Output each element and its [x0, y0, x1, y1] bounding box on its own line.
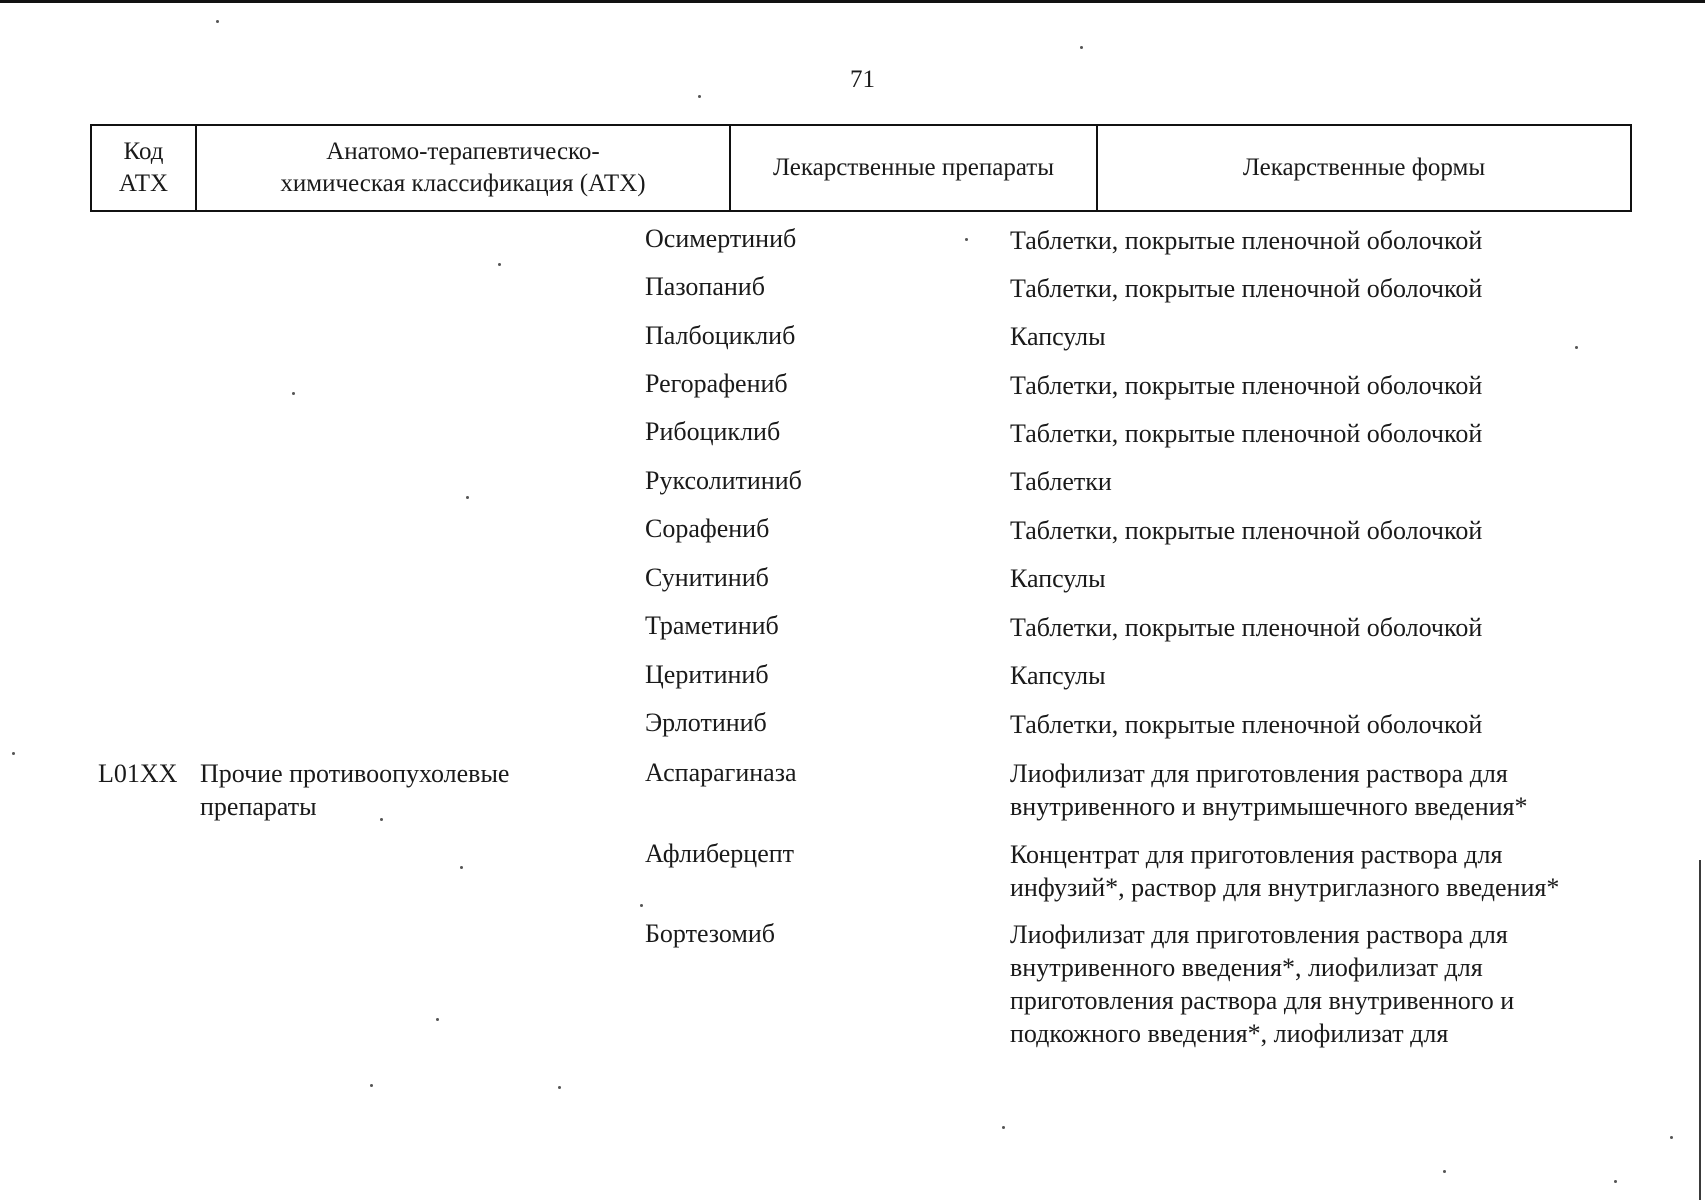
- scan-speck: [1575, 346, 1578, 349]
- dosage-form: [1010, 757, 1528, 823]
- atc-classification-line: Прочие противоопухолевые: [200, 759, 510, 788]
- header-drugs-label: Лекарственные препараты: [772, 154, 1055, 181]
- scan-speck: [1002, 1126, 1005, 1129]
- dosage-form: Таблетки, покрытые пленочной оболочкой: [1010, 710, 1483, 739]
- dosage-form: Таблетки, покрытые пленочной оболочкой: [1010, 371, 1483, 400]
- atc-code: L01XX: [98, 759, 178, 788]
- scan-speck: [460, 866, 463, 869]
- drug-name: Палбоциклиб: [645, 321, 796, 350]
- drug-name: Афлиберцепт: [645, 839, 795, 868]
- header-code: [92, 126, 195, 210]
- header-drugs: [731, 126, 1096, 210]
- header-forms-label: Лекарственные формы: [1242, 154, 1486, 181]
- header-forms: [1098, 126, 1630, 210]
- scan-speck: [558, 1086, 561, 1089]
- dosage-form-line: Лиофилизат для приготовления раствора для: [1010, 920, 1508, 949]
- dosage-form-line: приготовления раствора для внутривенного и: [1010, 986, 1515, 1015]
- page-top-edge: [0, 0, 1705, 3]
- scan-speck: [292, 392, 295, 395]
- drug-name: Траметиниб: [645, 611, 779, 640]
- scan-speck: [1080, 46, 1083, 49]
- drug-name: Пазопаниб: [645, 272, 765, 301]
- atc-classification-line: препараты: [200, 792, 317, 821]
- scan-speck: [498, 263, 501, 266]
- dosage-form: Капсулы: [1010, 322, 1106, 351]
- dosage-form-line: подкожного введения*, лиофилизат для: [1010, 1019, 1449, 1048]
- dosage-form-line: инфузий*, раствор для внутриглазного введения*: [1010, 873, 1560, 902]
- dosage-form: Таблетки, покрытые пленочной оболочкой: [1010, 613, 1483, 642]
- drug-name: Сорафениб: [645, 514, 770, 543]
- scan-speck: [370, 1084, 373, 1087]
- dosage-form-line: Лиофилизат для приготовления раствора для: [1010, 759, 1508, 788]
- drug-name: Сунитиниб: [645, 563, 769, 592]
- drug-name: Эрлотиниб: [645, 708, 767, 737]
- scan-speck: [1670, 1136, 1673, 1139]
- header-code-line-2: АТХ: [118, 170, 169, 197]
- table-header: [90, 124, 1632, 212]
- scan-speck: [436, 1018, 439, 1021]
- atc-classification: [200, 757, 509, 823]
- dosage-form: Капсулы: [1010, 564, 1106, 593]
- drug-name: Бортезомиб: [645, 919, 776, 948]
- dosage-form: Таблетки, покрытые пленочной оболочкой: [1010, 516, 1483, 545]
- page-number: 71: [850, 66, 875, 93]
- dosage-form: [1010, 918, 1514, 1050]
- scan-speck: [640, 904, 643, 907]
- drug-name: Рибоциклиб: [645, 417, 781, 446]
- scan-speck: [216, 20, 219, 23]
- dosage-form: Таблетки, покрытые пленочной оболочкой: [1010, 419, 1483, 448]
- drug-name: Церитиниб: [645, 660, 769, 689]
- header-classification-line-1: Анатомо-терапевтическо-: [326, 138, 600, 165]
- scan-speck: [12, 752, 15, 755]
- drug-name: Руксолитиниб: [645, 466, 802, 495]
- dosage-form: Капсулы: [1010, 661, 1106, 690]
- dosage-form: Таблетки: [1010, 467, 1112, 496]
- scan-speck: [698, 95, 701, 98]
- dosage-form: [1010, 838, 1559, 904]
- scan-speck: [466, 496, 469, 499]
- header-classification-line-2: химическая классификация (АТХ): [280, 170, 646, 197]
- page-right-edge: [1699, 860, 1701, 1200]
- dosage-form-line: внутривенного введения*, лиофилизат для: [1010, 953, 1483, 982]
- scan-speck: [380, 818, 383, 821]
- drug-name: Аспарагиназа: [645, 758, 797, 787]
- drug-name: Регорафениб: [645, 369, 788, 398]
- dosage-form-line: Концентрат для приготовления раствора для: [1010, 840, 1503, 869]
- scan-speck: [965, 238, 968, 241]
- header-classification: [197, 126, 729, 210]
- header-code-line-1: Код: [123, 138, 164, 165]
- scan-speck: [1614, 1180, 1617, 1183]
- drug-name: Осимертиниб: [645, 224, 797, 253]
- dosage-form: Таблетки, покрытые пленочной оболочкой: [1010, 274, 1483, 303]
- dosage-form: Таблетки, покрытые пленочной оболочкой: [1010, 226, 1483, 255]
- scan-speck: [1443, 1170, 1446, 1173]
- dosage-form-line: внутривенного и внутримышечного введения*: [1010, 792, 1528, 821]
